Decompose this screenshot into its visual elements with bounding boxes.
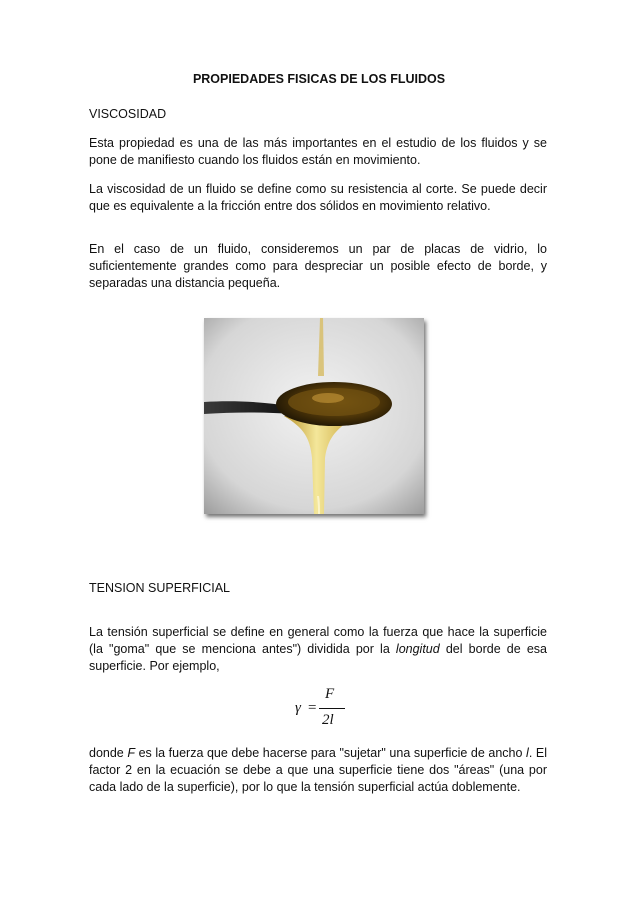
tension-p2-l: l: [526, 746, 529, 760]
formula-numerator: F: [325, 686, 335, 702]
honey-spoon-photo: [204, 318, 424, 514]
formula-equals: =: [308, 700, 317, 716]
tension-p1-italic: longitud: [395, 642, 440, 656]
formula-fraction-bar: [319, 708, 345, 709]
formula-denominator: 2l: [322, 712, 334, 728]
page-title: PROPIEDADES FISICAS DE LOS FLUIDOS: [192, 72, 446, 86]
viscosity-paragraph-2: La viscosidad de un fluido se define como su resistencia al corte. Se puede decir que es equivalente a la fricción entre dos sólidos en movimiento relativo.: [89, 182, 547, 213]
heading-tension-superficial: TENSION SUPERFICIAL: [89, 581, 230, 595]
viscosity-paragraph-3: En el caso de un fluido, consideremos un par de placas de vidrio, lo suficientemente grandes como para despreciar un posible efecto de borde, y separadas una distancia pequeña.: [89, 242, 547, 290]
tension-p1-start: La tensión superficial se define en general como la fuerza que hace la superficie (la "goma" que se menciona antes") dividida por la: [89, 625, 547, 656]
tension-p2-c: . El factor 2 en la ecuación se debe a que una superficie tiene dos "áreas" (una por cada lado de la superficie), por lo que la tensión superficial actúa doblemente.: [89, 746, 547, 794]
tension-paragraph-1: [89, 624, 547, 675]
tension-p2-F: F: [127, 746, 135, 760]
viscosity-paragraph-1: Esta propiedad es una de las más importantes en el estudio de los fluidos y se pone de manifiesto cuando los fluidos están en movimiento.: [89, 136, 547, 167]
heading-viscosidad: VISCOSIDAD: [89, 107, 167, 121]
tension-p2-a: donde: [89, 746, 128, 760]
formula-gamma: γ: [295, 700, 301, 716]
honey-spoon-image: [204, 318, 424, 514]
tension-p1-end: del borde de esa superficie. Por ejemplo,: [89, 642, 547, 673]
tension-p2-b: es la fuerza que debe hacerse para "sujetar" una superficie de ancho: [134, 746, 527, 760]
tension-paragraph-2: [89, 745, 547, 796]
